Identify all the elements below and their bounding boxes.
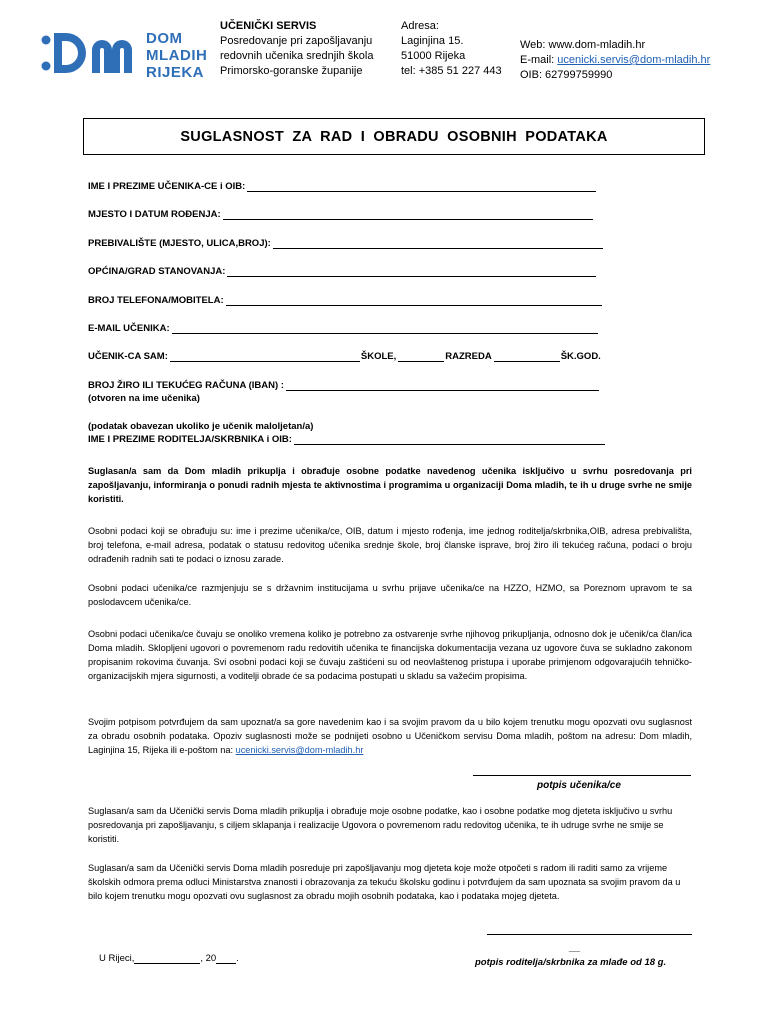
blank-line[interactable]	[286, 379, 599, 391]
website: Web: www.dom-mladih.hr	[520, 39, 646, 51]
revocation-paragraph	[88, 715, 692, 757]
logo-text	[146, 30, 207, 81]
school-blank[interactable]	[170, 350, 360, 362]
field-parent[interactable]	[88, 433, 605, 445]
blank-line[interactable]	[227, 265, 596, 277]
field-label: BROJ TELEFONA/MOBITELA:	[88, 295, 224, 306]
field-label: IME I PREZIME RODITELJA/SKRBNIKA i OIB:	[88, 434, 292, 445]
parent-note: (podatak obavezan ukoliko je učenik maloljetan/a)	[88, 421, 314, 432]
year-blank[interactable]	[494, 350, 560, 362]
email-link[interactable]: ucenicki.servis@dom-mladih.hr	[557, 54, 711, 66]
iban-note: (otvoren na ime učenika)	[88, 393, 200, 404]
field-municipality[interactable]	[88, 265, 596, 277]
data-processed-paragraph: Osobni podaci koji se obrađuju su: ime i prezime učenika/ce, OIB, datum i mjesto rođenja, ime jednog roditelja/skrbnika,OIB, adresa prebivališta, broj telefona, e-mail adresa, podatak o statusu redovitog učenika srednje škole, broj članske isprave, broj žiro ili tekućeg računa, podaci o broju odrađenih radnih sati te podaci o iznosu zarade.	[88, 526, 692, 564]
parent-employment-paragraph: Suglasan/a sam da Učenički servis Doma mladih posreduje pri zapošljavanju mog djeteta koje može otpočeti s radom ili raditi samo za vrijeme školskih odmora prema odluci Ministarstva znanosti i obrazovanja za tekuću školsku godinu i potvrđujem da sam upoznata sa svojim pravom da u bilo kojem trenutku mogu opozvati ovu suglasnost za obradu mojih osobnih podataka, kao i podataka mojeg djeteta.	[88, 863, 681, 901]
year-label: ŠK.GOD.	[560, 351, 601, 362]
org-line: Primorsko-goranske županije	[220, 65, 363, 77]
logo-line-mladih: MLADIH	[146, 47, 208, 64]
field-birth[interactable]	[88, 208, 593, 220]
year-prefix: , 20	[200, 953, 217, 964]
class-blank[interactable]	[398, 350, 444, 362]
field-student-school[interactable]	[88, 350, 601, 362]
data-exchange-paragraph: Osobni podaci učenika/ce razmjenjuju se s državnim institucijama u svrhu prijave učenika/ce na HZZO, HZMO, sa Poreznom upravom te sa poslodavcem učenika/ce.	[88, 583, 692, 607]
blank-line[interactable]	[226, 294, 602, 306]
student-signature-label: potpis učenika/ce	[537, 780, 621, 791]
field-email[interactable]	[88, 322, 598, 334]
field-phone[interactable]	[88, 294, 602, 306]
organization-info	[220, 19, 373, 79]
consent-paragraph-purpose: Suglasan/a sam da Dom mladih prikuplja i obrađuje osobne podatke navedenog učenika isključivo u svrhu posredovanja pri zapošljavanju, informiranja o ponudi radnih mjesta te aktivnostima i programima u organizaciji Doma mladih, te ih u druge svrhe ne smije koristiti.	[88, 466, 692, 504]
revocation-text: Svojim potpisom potvrđujem da sam upoznat/a sa gore navedenim kao i sa svojim pravom da u bilo kojem trenutku mogu opozvati ovu suglasnost za obradu osobnih podataka. Opoziv suglasnosti može se podnijeti osobno u Učeničkom servisu Doma mladih, poštom na adresu: Dom mladih, Laginjina 15, Rijeka ili e-poštom na:	[88, 717, 692, 755]
blank-line[interactable]	[273, 237, 603, 249]
parent-signature-label: potpis roditelja/skrbnika za mlađe od 18 g.	[475, 957, 667, 968]
signature-dash: __	[569, 942, 581, 953]
data-retention-paragraph: Osobni podaci učenika/ce čuvaju se onoliko vremena koliko je potrebno za ostvarenje svrhe njihovog prikupljanja, odnosno dok je učenik/ca član/ica Doma mladih. Sklopljeni ugovori o povremenom radu redovitih učenika te financijska dokumentacija vezana uz ugovore čuva se sukladno zakonom propisanim rokovima čuvanja. Svi osobni podaci koji se čuvaju zaštićeni su od neovlaštenog pristupa i uporabe primjenom odgovarajućih tehničko-organizacijskih mjera sigurnosti, a voditelji obrade će sa podacima postupati u skladu sa važećim propisima.	[88, 629, 692, 681]
blank-line[interactable]	[172, 322, 598, 334]
contact-info	[520, 38, 710, 83]
field-label: IME I PREZIME UČENIKA-CE i OIB:	[88, 181, 246, 192]
date-blank[interactable]	[134, 953, 200, 964]
document-title: SUGLASNOST ZA RAD I OBRADU OSOBNIH PODATAKA	[83, 118, 705, 155]
class-label: RAZREDA	[445, 351, 492, 362]
field-label: OPĆINA/GRAD STANOVANJA:	[88, 266, 226, 277]
oib: OIB: 62799759990	[520, 69, 613, 81]
revocation-email-link[interactable]: ucenicki.servis@dom-mladih.hr	[235, 745, 364, 755]
org-line: Posredovanje pri zapošljavanju	[220, 35, 373, 47]
address-city: 51000 Rijeka	[401, 50, 466, 62]
address-label: Adresa:	[401, 20, 439, 32]
org-title: UČENIČKI SERVIS	[220, 20, 317, 32]
logo-line-rijeka: RIJEKA	[146, 64, 205, 81]
field-label: E-MAIL UČENIKA:	[88, 323, 170, 334]
student-signature-line[interactable]	[473, 775, 691, 776]
field-iban[interactable]	[88, 379, 599, 391]
period: .	[236, 953, 239, 964]
field-student-name-oib[interactable]	[88, 180, 596, 192]
parent-consent-paragraph: Suglasan/a sam da Učenički servis Doma mladih prikuplja i obrađuje moje osobne podatke, kao i osobne podatke mog djeteta isključivo u svrhu posredovanja pri zapošljavanju, s ciljem sklapanja i realizacije Ugovora o povremenom radu redovitog učenika, te ih udruge svrhe ne smije se koristiti.	[88, 806, 673, 844]
field-label: BROJ ŽIRO ILI TEKUĆEG RAČUNA (IBAN) :	[88, 380, 284, 391]
field-label: PREBIVALIŠTE (MJESTO, ULICA,BROJ):	[88, 238, 271, 249]
blank-line[interactable]	[223, 208, 593, 220]
blank-line[interactable]	[294, 433, 605, 445]
address-phone: tel: +385 51 227 443	[401, 65, 502, 77]
org-line: redovnih učenika srednjih škola	[220, 50, 374, 62]
blank-line[interactable]	[247, 180, 596, 192]
address-street: Laginjina 15.	[401, 35, 464, 47]
email-row	[520, 53, 710, 68]
email-label: E-mail:	[520, 54, 558, 66]
field-label: MJESTO I DATUM ROĐENJA:	[88, 209, 221, 220]
field-residence[interactable]	[88, 237, 603, 249]
dm-logo-mark-icon	[40, 28, 140, 78]
school-label: ŠKOLE,	[360, 351, 397, 362]
year-blank[interactable]	[216, 953, 236, 964]
logo-line-dom: DOM	[146, 30, 183, 47]
place-label: U Rijeci,	[99, 953, 135, 964]
address-info	[401, 19, 502, 79]
place-date-field[interactable]	[99, 953, 239, 964]
parent-signature-line[interactable]	[487, 934, 692, 935]
dom-mladih-logo	[40, 28, 210, 83]
field-label: UČENIK-CA SAM:	[88, 351, 168, 362]
